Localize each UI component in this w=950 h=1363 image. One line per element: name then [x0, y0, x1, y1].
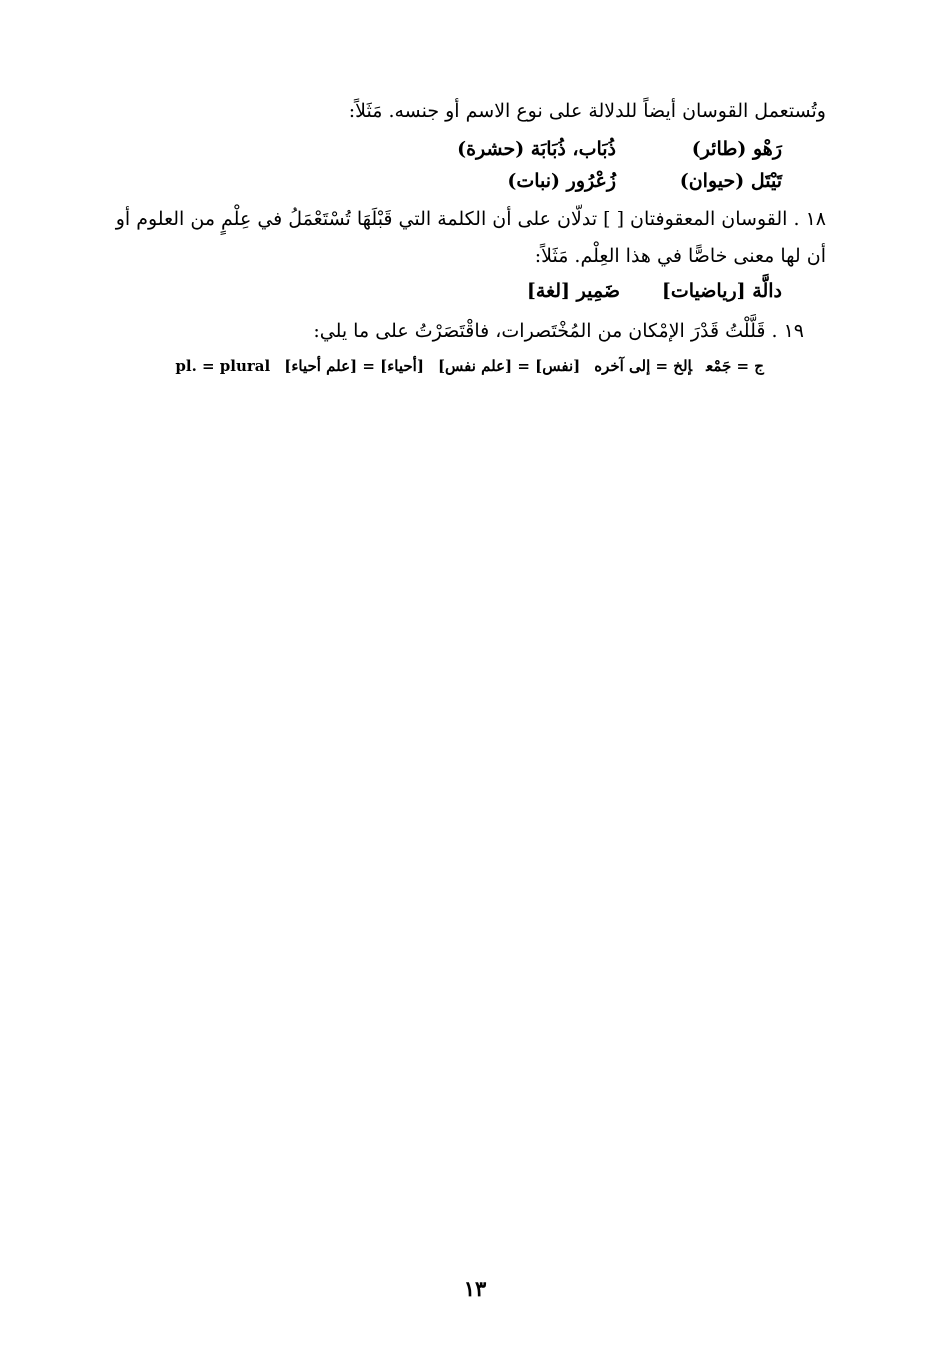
abbreviations-list	[161, 355, 764, 377]
paragraph-square-brackets-line-1: ١٨ . القوسان المعقوفتان [ ] تدلّان على أن الكلمة التي قَبْلَهَا تُسْتَعْمَلُ في عِلْمٍ من العلوم أو	[115, 208, 826, 230]
example-damir: ضَمِير [لغة]	[526, 280, 620, 302]
example-dalla: دالَّة [رياضيات]	[661, 280, 782, 302]
paragraph-square-brackets-line-2: أن لها معنى خاصًّا في هذا العِلْم. مَثَلاً:	[534, 245, 826, 267]
page-number: ١٣	[463, 1276, 487, 1301]
abbreviation-item: [أحياء] = [علم أحياء]	[284, 357, 424, 375]
example-dhubab: ذُبَاب، ذُبَابَة (حشرة)	[457, 138, 616, 160]
example-rahw: رَهْو (طائر)	[691, 138, 782, 160]
example-zurur: زُعْرُور (نبات)	[507, 170, 616, 192]
abbreviation-item: ج = جَمْع	[706, 357, 764, 375]
abbreviation-item: [نفس] = [علم نفس]	[437, 357, 581, 375]
abbreviation-item: pl. = plural	[175, 357, 271, 375]
paragraph-abbreviations-intro: ١٩ . قَلَّلْتُ قَدْرَ الإمْكان من المُخْتَصرات، فاقْتَصَرْتُ على ما يلي:	[313, 320, 804, 342]
example-taytal: تَيْتَل (حيوان)	[679, 170, 782, 192]
abbreviation-item: إلخ = إلى آخره	[594, 357, 693, 375]
paragraph-usage-of-parentheses: وتُستعمل القوسان أيضاً للدلالة على نوع الاسم أو جنسه. مَثَلاً:	[348, 100, 826, 122]
